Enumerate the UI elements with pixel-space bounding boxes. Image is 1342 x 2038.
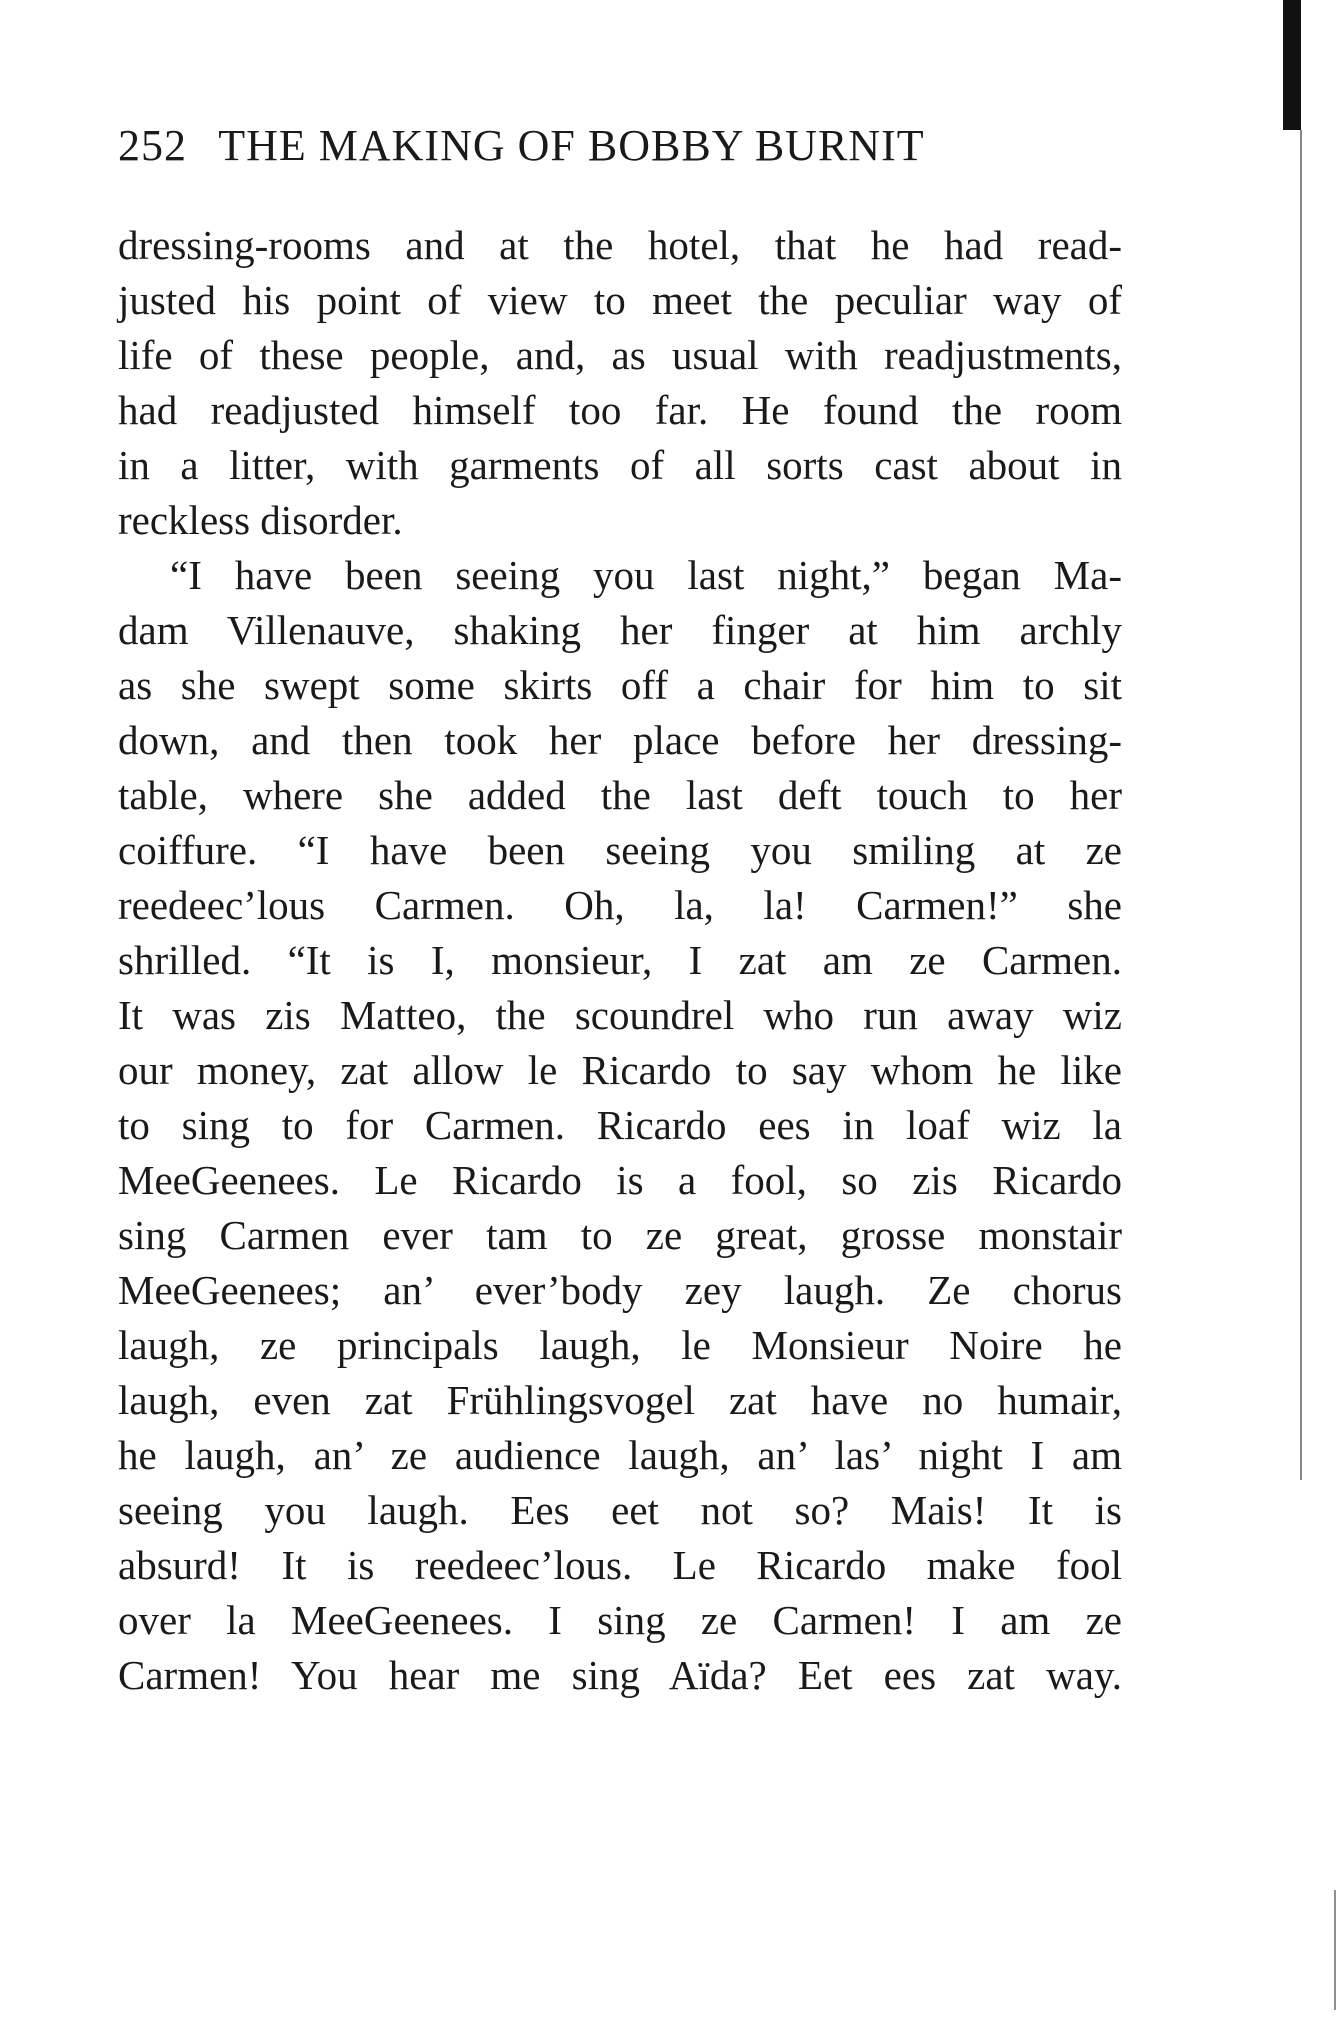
text-line: our money, zat allow le Ricardo to say whom he like	[118, 1047, 1122, 1093]
text-line: laugh, ze principals laugh, le Monsieur Noire he	[118, 1322, 1122, 1368]
text-line: sing Carmen ever tam to ze great, grosse monstair	[118, 1212, 1122, 1258]
text-line: It was zis Matteo, the scoundrel who run away wiz	[118, 992, 1122, 1038]
text-line: reckless disorder.	[118, 497, 403, 543]
text-line: he laugh, an’ ze audience laugh, an’ las’ night I am	[118, 1432, 1122, 1478]
text-line: absurd! It is reedeec’lous. Le Ricardo make fool	[118, 1542, 1122, 1588]
text-line: justed his point of view to meet the peculiar way of	[118, 277, 1122, 323]
scan-edge-line-bottom	[1334, 1890, 1336, 2010]
page-number: 252	[118, 121, 187, 170]
text-line: MeeGeenees. Le Ricardo is a fool, so zis Ricardo	[118, 1157, 1122, 1203]
text-line: coiffure. “I have been seeing you smiling at ze	[118, 827, 1122, 873]
scan-edge-line	[1300, 130, 1302, 1480]
text-line: “I have been seeing you last night,” began Ma-	[170, 552, 1122, 598]
text-line: reedeec’lous Carmen. Oh, la, la! Carmen!” she	[118, 882, 1122, 928]
text-line: life of these people, and, as usual with readjustments,	[118, 332, 1122, 378]
text-line: over la MeeGeenees. I sing ze Carmen! I am ze	[118, 1597, 1122, 1643]
text-line: laugh, even zat Frühlingsvogel zat have no humair,	[118, 1377, 1122, 1423]
text-line: table, where she added the last deft touch to her	[118, 772, 1122, 818]
book-title: THE MAKING OF BOBBY BURNIT	[218, 121, 925, 170]
text-line: to sing to for Carmen. Ricardo ees in loaf wiz la	[118, 1102, 1122, 1148]
scan-binding-mark	[1283, 0, 1301, 130]
text-line: in a litter, with garments of all sorts cast about in	[118, 442, 1122, 488]
body-text	[118, 218, 1122, 1703]
text-line: down, and then took her place before her dressing-	[118, 717, 1122, 763]
text-line: dam Villenauve, shaking her finger at him archly	[118, 607, 1122, 653]
text-line: dressing-rooms and at the hotel, that he had read-	[118, 222, 1122, 268]
text-line: as she swept some skirts off a chair for him to sit	[118, 662, 1122, 708]
text-line: Carmen! You hear me sing Aïda? Eet ees zat way.	[118, 1652, 1122, 1698]
text-line: shrilled. “It is I, monsieur, I zat am ze Carmen.	[118, 937, 1122, 983]
text-line: MeeGeenees; an’ ever’body zey laugh. Ze chorus	[118, 1267, 1122, 1313]
running-head	[118, 120, 1118, 171]
text-line: seeing you laugh. Ees eet not so? Mais! It is	[118, 1487, 1122, 1533]
text-line: had readjusted himself too far. He found the room	[118, 387, 1122, 433]
